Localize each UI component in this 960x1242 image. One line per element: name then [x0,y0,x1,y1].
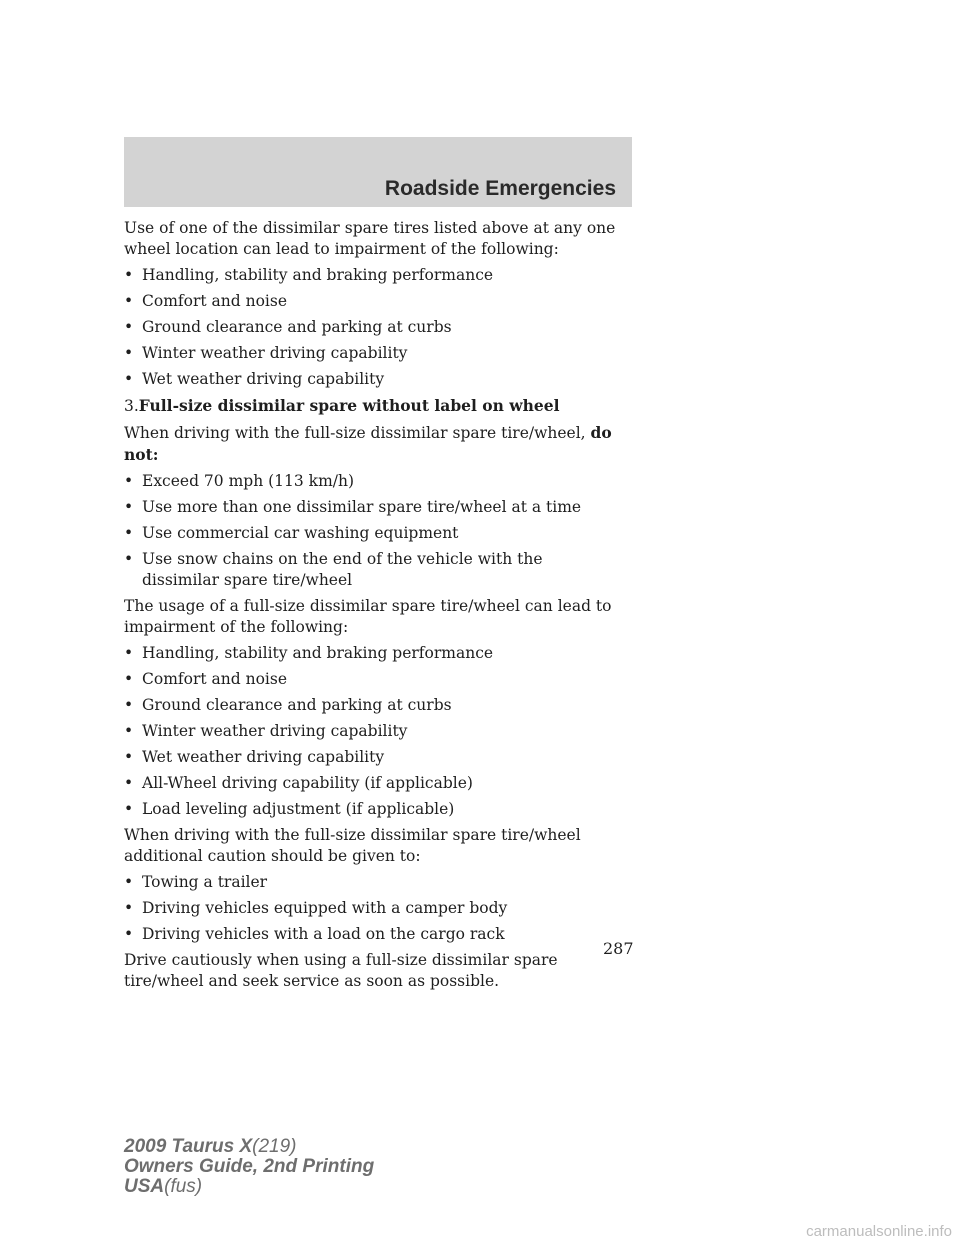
bullet-icon: • [124,899,134,917]
closing-paragraph: Drive cautiously when using a full-size dissimilar spare tire/wheel and seek service as soon as possible. [124,951,558,990]
list-item: • Ground clearance and parking at curbs [124,318,452,336]
caution-paragraph: When driving with the full-size dissimilar spare tire/wheel additional caution should be given to: [124,826,581,865]
list-item: • Comfort and noise [124,670,287,688]
do-not-intro: When driving with the full-size dissimilar spare tire/wheel, do not: [124,423,612,464]
bullet-icon: • [124,873,134,891]
footer-line-3: USA(fus) [124,1176,203,1197]
list-item: • Towing a trailer [124,873,268,891]
bullet-icon: • [124,498,134,516]
section-title: Roadside Emergencies [384,177,616,200]
caution-list [124,872,624,945]
do-not-label: do not: [124,423,612,464]
list-item: • Comfort and noise [124,292,287,310]
bullet-icon: • [124,748,134,766]
bullet-icon: • [124,550,134,568]
section-header-band [124,137,632,207]
bullet-icon: • [124,722,134,740]
list-item: • All-Wheel driving capability (if applicable) [124,774,473,792]
bullet-icon: • [124,524,134,542]
bullet-icon: • [124,472,134,490]
bullet-icon: • [124,344,134,362]
footer-line-1: 2009 Taurus X(219) [124,1136,297,1157]
section-3-heading [124,395,624,417]
list-item: • Exceed 70 mph (113 km/h) [124,472,355,490]
list-item: • Handling, stability and braking performance [124,266,494,284]
intro-paragraph: Use of one of the dissimilar spare tires listed above at any one wheel location can lead to impairment of the following: [124,219,616,258]
section-3-title: Full-size dissimilar spare without label on wheel [138,396,560,415]
list-item: • Driving vehicles with a load on the cargo rack [124,925,505,943]
document-footer [124,1137,374,1197]
impairment-list [124,265,624,390]
list-item: • Wet weather driving capability [124,370,385,388]
usage-paragraph: The usage of a full-size dissimilar spare tire/wheel can lead to impairment of the following: [124,597,612,636]
list-item: • Winter weather driving capability [124,722,408,740]
bullet-icon: • [124,925,134,943]
bullet-icon: • [124,266,134,284]
page-content [124,218,624,997]
list-item: • Use commercial car washing equipment [124,524,459,542]
bullet-icon: • [124,670,134,688]
bullet-icon: • [124,774,134,792]
list-item: • Ground clearance and parking at curbs [124,696,452,714]
list-item: • Use snow chains on the end of the vehicle with the dissimilar spare tire/wheel [124,550,543,589]
bullet-icon: • [124,318,134,336]
list-item: • Handling, stability and braking performance [124,644,494,662]
footer-line-2: Owners Guide, 2nd Printing [124,1156,375,1177]
list-item: • Load leveling adjustment (if applicable) [124,800,455,818]
bullet-icon: • [124,292,134,310]
list-item: • Use more than one dissimilar spare tire/wheel at a time [124,498,582,516]
page-number: 287 [603,939,634,958]
section-number: 3. [124,397,139,415]
list-item: • Winter weather driving capability [124,344,408,362]
do-not-list [124,471,624,591]
list-item: • Wet weather driving capability [124,748,385,766]
bullet-icon: • [124,800,134,818]
bullet-icon: • [124,644,134,662]
bullet-icon: • [124,696,134,714]
list-item: • Driving vehicles equipped with a camper body [124,899,508,917]
usage-impairment-list [124,643,624,820]
site-watermark: carmanualsonline.info [806,1223,952,1240]
bullet-icon: • [124,370,134,388]
